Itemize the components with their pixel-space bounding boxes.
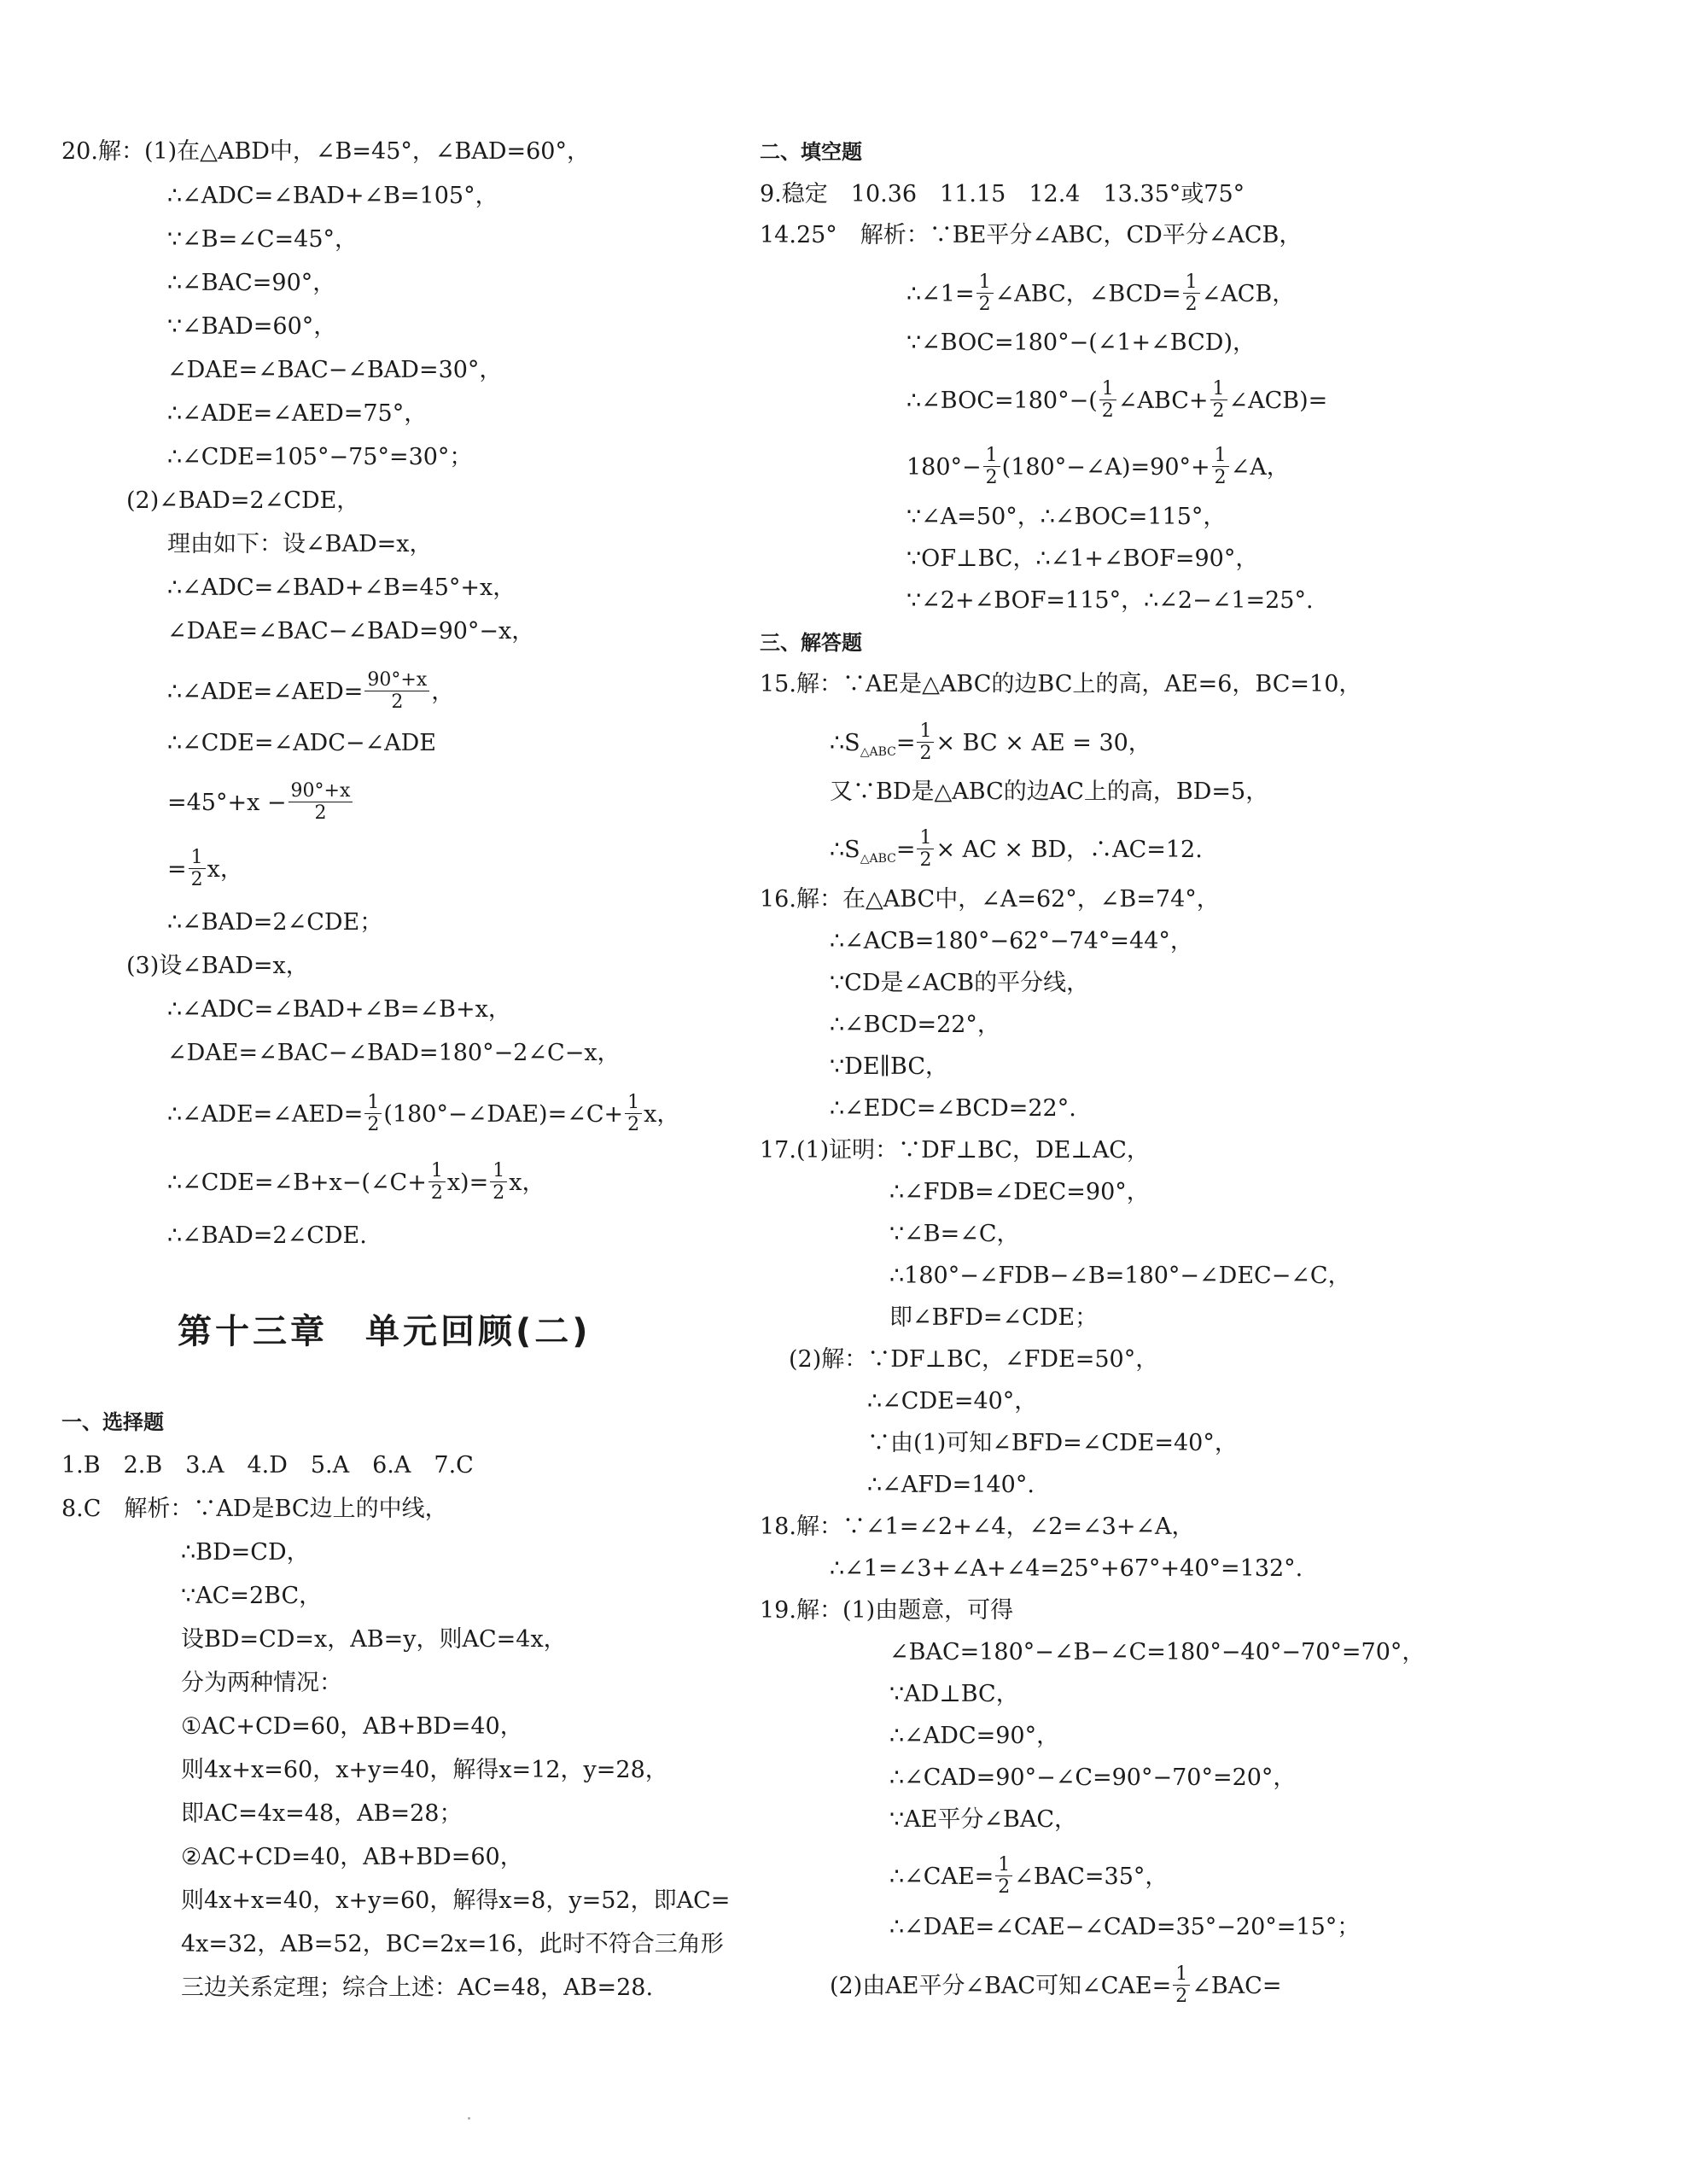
- q14-line-6: ∵∠A=50°，∴∠BOC=115°，: [906, 504, 1227, 530]
- q17-part2-line-2: ∴∠CDE=40°，: [867, 1388, 1038, 1415]
- q8-line-10: 则4x+x=40，x+y=60，解得x=8，y=52，即AC=: [181, 1887, 731, 1914]
- fraction: $\frac{1}{2}$: [976, 272, 994, 314]
- fraction: $\frac{1}{2}$: [625, 1093, 642, 1135]
- q18-line-2: ∴∠1=∠3+∠A+∠4=25°+67°+40°=132°.: [830, 1555, 1303, 1582]
- q20-part2-line-8: = $\frac{1}{2}$ x，: [167, 847, 243, 891]
- fraction: $\frac{1}{2}$: [917, 721, 934, 763]
- fraction: $\frac{1}{2}$: [1212, 446, 1229, 487]
- q15-line-4: $\therefore S_{\triangle ABC}=$ $\frac{1}{2}$ × AC × BD，∴AC=12.: [830, 827, 1203, 872]
- q15-line-1: 15.解：∵AE是△ABC的边BC上的高，AE=6，BC=10，: [760, 671, 1362, 697]
- q15-line-2: $\therefore S_{\triangle ABC}=$ $\frac{1}{2}$ × BC × AE = 30，: [830, 720, 1151, 765]
- q20-line-1: 20.解：(1)在△ABD中，∠B=45°，∠BAD=60°，: [61, 138, 590, 165]
- fraction: $\frac{1}{2}$: [189, 848, 206, 890]
- q20-part2-line-9: ∴∠BAD=2∠CDE；: [167, 909, 383, 936]
- fraction: $\frac{90^\circ+x}{2}$: [289, 781, 353, 823]
- q16-line-2: ∴∠ACB=180°−62°−74°=44°，: [830, 928, 1193, 954]
- q8-line-12: 三边关系定理；综合上述：AC=48，AB=28.: [181, 1975, 654, 2001]
- q20-part2-line-7: =45°+x − $\frac{90^\circ+x}{2}$: [167, 783, 354, 825]
- q17-part2-line-4: ∴∠AFD=140°.: [867, 1472, 1035, 1498]
- q19-part2-line-1: (2)由AE平分∠BAC可知∠CAE= $\frac{1}{2}$ ∠BAC=: [830, 1963, 1282, 2008]
- q20-part2-line-2: 理由如下：设∠BAD=x，: [167, 531, 433, 557]
- q20-part2-line-1: (2)∠BAD=2∠CDE，: [126, 487, 360, 514]
- q20-part3-line-3: ∠DAE=∠BAC−∠BAD=180°−2∠C−x，: [167, 1040, 621, 1066]
- q17-line-3: ∵∠B=∠C，: [889, 1221, 1020, 1247]
- scan-speck: [468, 2117, 470, 2120]
- fraction: $\frac{1}{2}$: [1173, 1964, 1190, 2006]
- q8-line-5: 分为两种情况：: [181, 1670, 342, 1696]
- q20-part3-line-6: ∴∠BAD=2∠CDE.: [167, 1222, 367, 1249]
- q20-part2-line-6: ∴∠CDE=∠ADC−∠ADE: [167, 730, 436, 756]
- q8-line-1: 8.C 解析：∵AD是BC边上的中线，: [61, 1496, 448, 1522]
- fraction: $\frac{1}{2}$: [364, 1093, 382, 1135]
- q20-line-7: ∴∠ADE=∠AED=75°，: [167, 400, 428, 427]
- fraction: $\frac{1}{2}$: [983, 446, 1000, 487]
- fraction: $\frac{1}{2}$: [1099, 379, 1116, 421]
- fraction: $\frac{90^\circ+x}{2}$: [364, 670, 429, 712]
- q20-line-8: ∴∠CDE=105°−75°=30°；: [167, 444, 473, 470]
- q19-line-7: ∴∠CAE= $\frac{1}{2}$ ∠BAC=35°，: [889, 1854, 1169, 1899]
- q18-line-1: 18.解：∵∠1=∠2+∠4，∠2=∠3+∠A，: [760, 1514, 1195, 1540]
- q19-line-1: 19.解：(1)由题意，可得: [760, 1597, 1014, 1624]
- fill-answers: 9.稳定 10.36 11.15 12.4 13.35°或75°: [760, 181, 1245, 207]
- q8-line-9: ②AC+CD=40，AB+BD=60，: [181, 1844, 523, 1870]
- choice-answers: 1.B 2.B 3.A 4.D 5.A 6.A 7.C: [61, 1452, 474, 1479]
- q17-part2-line-3: ∵由(1)可知∠BFD=∠CDE=40°，: [867, 1430, 1238, 1456]
- fraction: $\frac{1}{2}$: [1210, 379, 1227, 421]
- q20-part3-line-1: (3)设∠BAD=x，: [126, 953, 309, 979]
- chapter-title: 第十三章 单元回顾(二): [178, 1312, 592, 1351]
- q14-line-1: 14.25° 解析：∵BE平分∠ABC，CD平分∠ACB，: [760, 222, 1303, 248]
- q20-part3-line-2: ∴∠ADC=∠BAD+∠B=∠B+x，: [167, 996, 511, 1023]
- q16-line-4: ∴∠BCD=22°，: [830, 1012, 1000, 1038]
- q20-part2-line-3: ∴∠ADC=∠BAD+∠B=45°+x，: [167, 575, 516, 601]
- q17-line-2: ∴∠FDB=∠DEC=90°，: [889, 1179, 1150, 1205]
- q16-line-5: ∵DE∥BC，: [830, 1053, 949, 1080]
- section-choice: 一、选择题: [61, 1410, 164, 1434]
- q17-line-5: 即∠BFD=∠CDE；: [889, 1304, 1099, 1331]
- q14-line-5: 180°− $\frac{1}{2}$ (180°−∠A)=90°+ $\frac{1}{2}$ ∠A，: [906, 445, 1290, 489]
- q14-line-7: ∵OF⊥BC，∴∠1+∠BOF=90°，: [906, 545, 1259, 572]
- fraction: $\frac{1}{2}$: [1183, 272, 1200, 314]
- q8-line-6: ①AC+CD=60，AB+BD=40，: [181, 1713, 523, 1740]
- q19-line-2: ∠BAC=180°−∠B−∠C=180°−40°−70°=70°，: [889, 1639, 1425, 1665]
- q19-line-5: ∴∠CAD=90°−∠C=90°−70°=20°，: [889, 1765, 1297, 1791]
- q14-line-2: ∴∠1= $\frac{1}{2}$ ∠ABC，∠BCD= $\frac{1}{2}$ ∠ACB，: [906, 271, 1296, 316]
- q20-line-2: ∴∠ADC=∠BAD+∠B=105°，: [167, 183, 498, 209]
- q16-line-1: 16.解：在△ABC中，∠A=62°，∠B=74°，: [760, 886, 1220, 913]
- q8-line-2: ∴BD=CD，: [181, 1539, 310, 1566]
- q19-line-4: ∴∠ADC=90°，: [889, 1723, 1060, 1749]
- q14-line-4: ∴∠BOC=180°−( $\frac{1}{2}$ ∠ABC+ $\frac{1}{2}$ ∠ACB)=: [906, 378, 1328, 423]
- q20-part3-line-4: ∴∠ADE=∠AED= $\frac{1}{2}$ (180°−∠DAE)=∠C+ $\frac{1}{2}$ x，: [167, 1092, 680, 1136]
- q17-line-1: 17.(1)证明：∵DF⊥BC，DE⊥AC，: [760, 1137, 1150, 1164]
- q15-line-3: 又∵BD是△ABC的边AC上的高，BD=5，: [830, 779, 1269, 805]
- q20-line-4: ∴∠BAC=90°，: [167, 270, 336, 296]
- q16-line-3: ∵CD是∠ACB的平分线，: [830, 970, 1090, 996]
- q8-line-11: 4x=32，AB=52，BC=2x=16，此时不符合三角形: [181, 1931, 724, 1957]
- section-answer: 三、解答题: [760, 631, 862, 655]
- q8-line-7: 则4x+x=60，x+y=40，解得x=12，y=28，: [181, 1757, 668, 1783]
- q20-line-3: ∵∠B=∠C=45°，: [167, 226, 359, 253]
- q19-line-8: ∴∠DAE=∠CAE−∠CAD=35°−20°=15°；: [889, 1914, 1361, 1940]
- q20-part2-line-4: ∠DAE=∠BAC−∠BAD=90°−x，: [167, 618, 535, 645]
- fraction: $\frac{1}{2}$: [490, 1161, 507, 1203]
- q14-line-8: ∵∠2+∠BOF=115°，∴∠2−∠1=25°.: [906, 587, 1314, 614]
- q8-line-3: ∵AC=2BC，: [181, 1583, 323, 1609]
- q8-line-8: 即AC=4x=48，AB=28；: [181, 1800, 463, 1827]
- q17-line-4: ∴180°−∠FDB−∠B=180°−∠DEC−∠C，: [889, 1263, 1351, 1289]
- q20-line-5: ∵∠BAD=60°，: [167, 313, 337, 340]
- q14-line-3: ∵∠BOC=180°−(∠1+∠BCD)，: [906, 330, 1256, 356]
- fraction: $\frac{1}{2}$: [917, 828, 934, 870]
- q8-line-4: 设BD=CD=x，AB=y，则AC=4x，: [181, 1626, 567, 1653]
- q20-part2-line-5: ∴∠ADE=∠AED= $\frac{90^\circ+x}{2}$ ，: [167, 669, 455, 714]
- q20-line-6: ∠DAE=∠BAC−∠BAD=30°，: [167, 357, 503, 383]
- fraction: $\frac{1}{2}$: [428, 1161, 446, 1203]
- section-fill: 二、填空题: [760, 140, 862, 164]
- q19-line-6: ∵AE平分∠BAC，: [889, 1806, 1078, 1833]
- q20-part3-line-5: ∴∠CDE=∠B+x−(∠C+ $\frac{1}{2}$ x)= $\frac{1}{2}$ x，: [167, 1160, 545, 1205]
- q16-line-6: ∴∠EDC=∠BCD=22°.: [830, 1095, 1076, 1122]
- q17-part2-line-1: (2)解：∵DF⊥BC，∠FDE=50°，: [789, 1346, 1159, 1373]
- fraction: $\frac{1}{2}$: [995, 1855, 1012, 1897]
- q19-line-3: ∵AD⊥BC，: [889, 1681, 1019, 1707]
